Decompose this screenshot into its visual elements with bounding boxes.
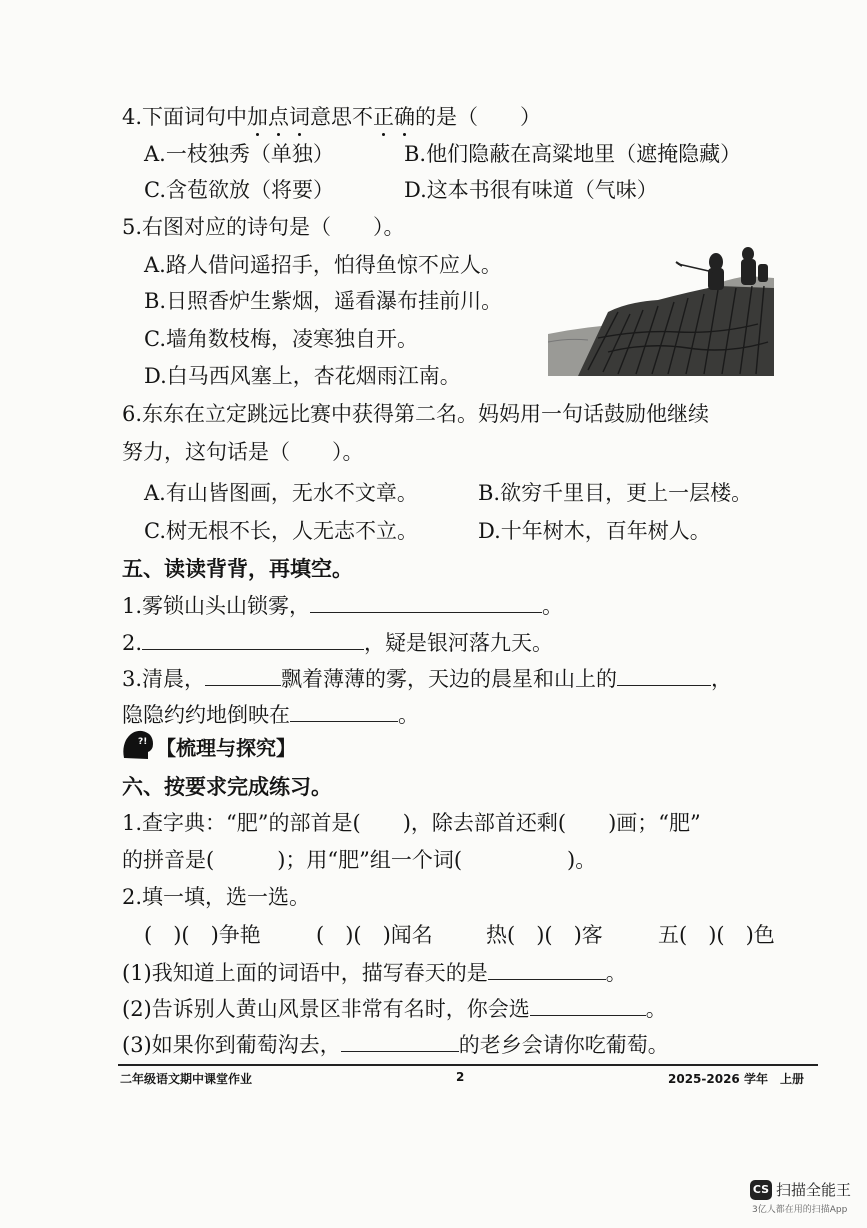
- idiom-word: ( )( )闻名: [316, 923, 433, 947]
- section-6-title: 六、按要求完成练习。: [122, 775, 332, 799]
- sec5-line1: [122, 593, 563, 619]
- sec5-line1-text: 1.雾锁山头山锁雾，: [122, 594, 311, 618]
- q4-stem-part: 4.下面词句中: [122, 105, 248, 129]
- sec6-q1-line1: 1.查字典：“肥”的部首是( )，除去部首还剩( )画；“肥”: [122, 811, 701, 835]
- dotted-char: 加: [247, 105, 269, 129]
- sec6-q1-line2: 的拼音是( )；用“肥”组一个词( )。: [122, 848, 597, 872]
- sec5-line3-text: 3.清晨，: [122, 667, 206, 691]
- idiom-word: 五( )( )色: [658, 923, 775, 947]
- sec6-sub3: [122, 1032, 669, 1058]
- q6-option-c: C.树无根不长，人无志不立。: [144, 519, 418, 543]
- fill-blank[interactable]: [142, 631, 364, 650]
- footer-rule: [118, 1064, 818, 1066]
- fill-blank[interactable]: [617, 667, 711, 686]
- sec5-line1-end: 。: [542, 594, 564, 618]
- sec5-line3-mid: 飘着薄薄的雾，天边的晨星和山上的: [281, 667, 618, 691]
- sec5-line2-text: ，疑是银河落九天。: [364, 631, 554, 655]
- dotted-char: 词: [289, 105, 311, 129]
- q5-option-b: B.日照香炉生紫烟，遥看瀑布挂前川。: [144, 289, 503, 313]
- q4-option-b: B.他们隐蔽在高粱地里（遮掩隐藏）: [404, 142, 742, 166]
- sec6-sub3-text: (3)如果你到葡萄沟去，: [122, 1033, 341, 1057]
- q6-option-d: D.十年树木，百年树人。: [478, 519, 711, 543]
- sec6-sub2-text: (2)告诉别人黄山风景区非常有名时，你会选: [122, 997, 530, 1021]
- sec5-line2: [122, 630, 553, 656]
- svg-text:?!: ?!: [138, 737, 148, 747]
- q4-stem: [122, 104, 541, 130]
- q6-option-a: A.有山皆图画，无水不文章。: [144, 481, 418, 505]
- fill-blank[interactable]: [341, 1033, 459, 1052]
- fill-blank[interactable]: [205, 667, 281, 686]
- q6-stem-line1: 6.东东在立定跳远比赛中获得第二名。妈妈用一句话鼓励他继续: [122, 402, 710, 426]
- sec6-sub3-end: 的老乡会请你吃葡萄。: [458, 1033, 669, 1057]
- q5-option-d: D.白马西风塞上，杏花烟雨江南。: [144, 364, 461, 388]
- fill-blank[interactable]: [530, 997, 646, 1016]
- section-5-title: 五、读读背背，再填空。: [122, 557, 353, 581]
- sec6-sub1-text: (1)我知道上面的词语中，描写春天的是: [122, 961, 488, 985]
- sec5-line4-end: 。: [398, 703, 419, 727]
- section-badge-label: 【梳理与探究】: [156, 736, 296, 760]
- dotted-char: 正: [373, 105, 395, 129]
- fill-blank[interactable]: [310, 594, 542, 613]
- fill-blank[interactable]: [488, 961, 606, 980]
- sec5-line3-end: ，: [711, 667, 733, 691]
- sec5-line2-num: 2.: [122, 631, 143, 655]
- footer-left: 二年级语文期中课堂作业: [120, 1072, 253, 1086]
- fill-blank[interactable]: [290, 703, 398, 722]
- sec6-q2-stem: 2.填一填，选一选。: [122, 885, 311, 909]
- q4-option-a: A.一枝独秀（单独）: [144, 142, 334, 166]
- sec6-sub2: [122, 996, 667, 1022]
- sec5-line4-text: 隐隐约约地倒映在: [122, 703, 290, 727]
- scanner-logo: CS: [750, 1180, 772, 1200]
- q4-option-d: D.这本书很有味道（气味）: [404, 178, 658, 202]
- sec6-sub1-end: 。: [605, 961, 627, 985]
- q5-option-c: C.墙角数枝梅，凌寒独自开。: [144, 327, 418, 351]
- dotted-char: 确: [394, 105, 416, 129]
- q4-stem-part: 意思不: [310, 105, 374, 129]
- footer-right: 2025-2026 学年 上册: [668, 1072, 804, 1086]
- scanner-tagline: 3亿人都在用的扫描App: [752, 1205, 848, 1215]
- scanner-name: 扫描全能王: [776, 1181, 852, 1199]
- q6-stem-line2: 努力，这句话是（ ）。: [122, 440, 364, 464]
- sec5-line4: [122, 702, 419, 728]
- idiom-word: ( )( )争艳: [144, 923, 261, 947]
- sec6-sub2-end: 。: [645, 997, 667, 1021]
- q4-stem-part: 的是（ ）: [415, 105, 542, 129]
- q6-option-b: B.欲穷千里目，更上一层楼。: [478, 481, 753, 505]
- idiom-word: 热( )( )客: [486, 923, 603, 947]
- page-number: 2: [456, 1070, 465, 1084]
- dotted-char: 点: [268, 105, 290, 129]
- sec5-line3: [122, 666, 732, 692]
- q4-option-c: C.含苞欲放（将要）: [144, 178, 334, 202]
- poem-illustration: [548, 242, 774, 376]
- q5-option-a: A.路人借问遥招手，怕得鱼惊不应人。: [144, 253, 502, 277]
- sec6-sub1: [122, 960, 627, 986]
- q5-stem: 5.右图对应的诗句是（ ）。: [122, 215, 405, 239]
- thinking-head-icon: [120, 728, 156, 762]
